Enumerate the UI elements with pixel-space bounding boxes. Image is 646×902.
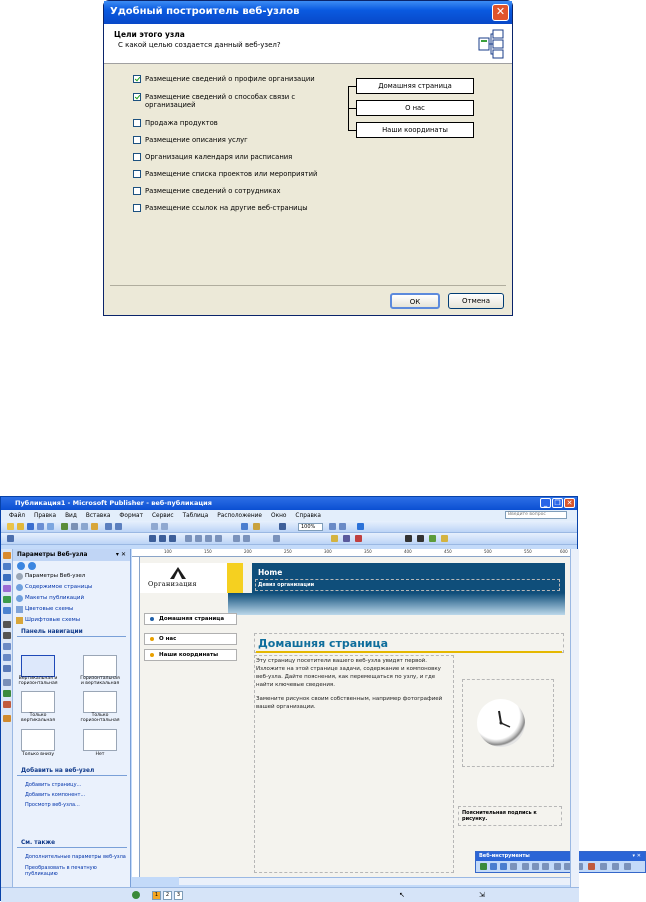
- body-paragraph: Эту страницу посетители вашего веб-узла увидят первой. Изложите на этой странице задачи, содержание и компоновку веб-узла. Дайте пояснения, как перемещаться по узлу, и где найти ключевые сведения.: [256, 658, 441, 688]
- align-left-icon[interactable]: [185, 535, 192, 542]
- web-tools-title-bar: [476, 852, 645, 861]
- line-style-icon[interactable]: [405, 535, 412, 542]
- option-label: Организация календаря или расписания: [145, 153, 293, 161]
- menu-window[interactable]: Окно: [271, 512, 287, 519]
- page-3-button[interactable]: 3: [174, 891, 183, 900]
- copy-icon[interactable]: [81, 523, 88, 530]
- list-box-icon[interactable]: [542, 863, 549, 870]
- menu-edit[interactable]: Правка: [34, 512, 57, 519]
- cancel-button[interactable]: Отмена: [448, 293, 504, 309]
- ruler-mark: 350: [364, 549, 372, 554]
- section-add-to-site: Добавить на веб-узел: [17, 765, 127, 776]
- nav-option-caption: Нет: [95, 752, 105, 757]
- header-gradient-band: [228, 593, 565, 615]
- link-convert-to-print[interactable]: Преобразовать в печатную публикацию: [25, 865, 97, 877]
- wordart-icon[interactable]: [3, 585, 11, 592]
- checkbox-checked[interactable]: [133, 93, 141, 101]
- link-preview-site[interactable]: Просмотр веб-узла...: [25, 802, 80, 808]
- zoom-out-icon[interactable]: [329, 523, 336, 530]
- form-icon[interactable]: [510, 863, 517, 870]
- select-icon[interactable]: [3, 552, 11, 559]
- web-page-icon[interactable]: [132, 891, 140, 899]
- numbering-icon[interactable]: [233, 535, 240, 542]
- font-color-icon[interactable]: [355, 535, 362, 542]
- tree-page-about: О нас: [356, 100, 474, 116]
- ruler-mark: 450: [444, 549, 452, 554]
- checkbox[interactable]: [133, 187, 141, 195]
- web-preview-icon[interactable]: [480, 863, 487, 870]
- section-navigation-bar: Панель навигации: [17, 626, 126, 637]
- link-label: Шрифтовые схемы: [25, 617, 81, 623]
- horizontal-scrollbar[interactable]: [179, 877, 570, 885]
- textbox-icon[interactable]: [554, 863, 561, 870]
- nav-option-caption: Только вертикальная: [21, 713, 55, 723]
- menu-format[interactable]: Формат: [119, 512, 143, 519]
- save-icon[interactable]: [27, 523, 34, 530]
- ok-button[interactable]: ОК: [390, 293, 440, 309]
- italic-icon[interactable]: [159, 535, 166, 542]
- close-icon[interactable]: ▾ ✕: [632, 853, 641, 859]
- link-color-schemes[interactable]: [13, 604, 130, 615]
- ruler-mark: 300: [324, 549, 332, 554]
- ask-question-input[interactable]: Введите вопрос: [505, 511, 567, 519]
- logo-area: [140, 563, 240, 593]
- option-links[interactable]: [133, 204, 308, 212]
- nav-option-horizontal-only[interactable]: [83, 691, 117, 713]
- publication-canvas[interactable]: [140, 557, 641, 877]
- option-button-icon[interactable]: [532, 863, 539, 870]
- publish-icon[interactable]: [624, 863, 631, 870]
- insert-hyperlink-icon[interactable]: [241, 523, 248, 530]
- nav-option-caption: Только внизу: [21, 752, 55, 757]
- web-tools-toolbar: [475, 851, 646, 873]
- zoom-in-icon[interactable]: [339, 523, 346, 530]
- page-content-icon: [16, 584, 23, 591]
- link-label: Макеты публикаций: [25, 595, 85, 601]
- dialog-title-bar: [104, 1, 512, 24]
- justify-icon[interactable]: [215, 535, 222, 542]
- clipart-icon[interactable]: [3, 607, 11, 614]
- heading-underline: [256, 651, 562, 653]
- checkbox[interactable]: [133, 119, 141, 127]
- option-contacts[interactable]: [133, 93, 323, 109]
- bullets-icon[interactable]: [243, 535, 250, 542]
- checkbox-icon[interactable]: [522, 863, 529, 870]
- fill-color-icon[interactable]: [331, 535, 338, 542]
- indent-icon[interactable]: [273, 535, 280, 542]
- option-calendar[interactable]: [133, 153, 292, 161]
- ruler-mark: 550: [524, 549, 532, 554]
- bring-forward-icon[interactable]: [151, 523, 158, 530]
- web-page-options-icon[interactable]: [612, 863, 619, 870]
- cut-icon[interactable]: [71, 523, 78, 530]
- html-code-icon[interactable]: [588, 863, 595, 870]
- hotspot-icon[interactable]: [3, 679, 11, 686]
- decorative-fold: [227, 563, 243, 593]
- nav-option-bottom-only[interactable]: [21, 729, 55, 751]
- checkbox[interactable]: [133, 204, 141, 212]
- oval-icon[interactable]: [3, 643, 11, 650]
- table-icon[interactable]: [3, 574, 11, 581]
- clock-icon: [477, 699, 525, 747]
- option-label: Размещение ссылок на другие веб-страницы: [145, 204, 308, 212]
- nav-option-none[interactable]: [83, 729, 117, 751]
- nav-option-horizontal-vertical[interactable]: [83, 655, 117, 677]
- close-button[interactable]: ✕: [492, 4, 509, 21]
- page-1-button[interactable]: 1: [152, 891, 161, 900]
- preview-icon[interactable]: [47, 523, 54, 530]
- link-label: Цветовые схемы: [25, 606, 74, 612]
- checkbox[interactable]: [133, 153, 141, 161]
- vertical-ruler[interactable]: [132, 557, 140, 877]
- option-staff[interactable]: [133, 187, 281, 195]
- menu-table[interactable]: Таблица: [182, 512, 209, 519]
- tree-connector: [348, 86, 356, 87]
- nav-option-vertical-horizontal[interactable]: [21, 655, 55, 677]
- arrow-icon[interactable]: [3, 632, 11, 639]
- bold-icon[interactable]: [149, 535, 156, 542]
- redo-icon[interactable]: [115, 523, 122, 530]
- menu-arrange[interactable]: Расположение: [217, 512, 263, 519]
- task-pane-title: Параметры Веб-узла: [17, 552, 88, 558]
- link-font-schemes[interactable]: [13, 615, 130, 626]
- publisher-window: [0, 496, 641, 901]
- tree-connector: [348, 108, 356, 109]
- dialog-header: [104, 24, 512, 64]
- link-site-options[interactable]: [13, 571, 130, 582]
- guide-frame: [255, 579, 560, 591]
- dash-style-icon[interactable]: [417, 535, 424, 542]
- nav-bullet: [150, 637, 154, 641]
- menu-help[interactable]: Справка: [295, 512, 321, 519]
- picture-icon[interactable]: [3, 596, 11, 603]
- rectangle-icon[interactable]: [3, 654, 11, 661]
- divider: [110, 285, 506, 286]
- nav-option-caption: Вертикальная и горизонтальная: [18, 676, 58, 686]
- forward-icon[interactable]: [28, 562, 36, 570]
- web-tools-title: Веб-инструменты: [479, 853, 530, 859]
- color-schemes-icon: [16, 606, 23, 613]
- back-icon[interactable]: [17, 562, 25, 570]
- hyperlink-icon[interactable]: [490, 863, 497, 870]
- help-icon[interactable]: [357, 523, 364, 530]
- link-label: Параметры Веб-узел: [25, 573, 86, 579]
- restore-button[interactable]: ❐: [552, 498, 563, 508]
- align-right-icon[interactable]: [205, 535, 212, 542]
- window-title-bar: [1, 497, 577, 510]
- link-add-page[interactable]: Добавить страницу...: [25, 782, 82, 788]
- line-icon[interactable]: [3, 621, 11, 628]
- menu-tools[interactable]: Сервис: [151, 512, 174, 519]
- option-label: Размещение описания услуг: [145, 136, 248, 144]
- link-label: Содержимое страницы: [25, 584, 93, 590]
- columns-icon[interactable]: [253, 523, 260, 530]
- menu-insert[interactable]: Вставка: [85, 512, 111, 519]
- option-label: Размещение сведений о способах связи с организацией: [145, 93, 296, 109]
- option-label: Размещение сведений о профиле организации: [145, 75, 315, 83]
- page-2-button[interactable]: 2: [163, 891, 172, 900]
- menu-view[interactable]: Вид: [65, 512, 77, 519]
- tree-connector: [348, 130, 356, 131]
- nav-option-caption: Горизонтальная и вертикальная: [80, 676, 120, 686]
- close-icon[interactable]: ▾ ✕: [115, 551, 126, 558]
- undo-icon[interactable]: [105, 523, 112, 530]
- nav-label: О нас: [159, 636, 177, 642]
- organization-logo-text: Организация: [148, 580, 197, 588]
- objects-toolbar: [1, 549, 13, 887]
- section-see-also: См. также: [17, 837, 127, 848]
- option-profile[interactable]: [133, 75, 315, 83]
- shadow-icon[interactable]: [429, 535, 436, 542]
- task-pane: [13, 549, 131, 887]
- body-text[interactable]: [256, 657, 452, 711]
- site-home-label[interactable]: Home: [258, 568, 283, 577]
- close-button[interactable]: ✕: [564, 498, 575, 508]
- checkbox[interactable]: [133, 170, 141, 178]
- nav-label: Наши координаты: [159, 652, 219, 658]
- link-page-content[interactable]: [13, 582, 130, 593]
- option-sales[interactable]: [133, 119, 218, 127]
- window-title: Публикация1 - Microsoft Publisher - веб-публикация: [15, 499, 212, 507]
- nav-item-contacts[interactable]: [144, 649, 237, 661]
- nav-option-caption: Только горизонтальная: [80, 713, 120, 723]
- html-fragment-icon[interactable]: [3, 701, 11, 708]
- site-options-icon: [16, 573, 23, 580]
- style-icon[interactable]: [7, 535, 14, 542]
- dialog-heading: Цели этого узла: [114, 30, 185, 39]
- nav-item-about[interactable]: [144, 633, 237, 645]
- link-layouts[interactable]: [13, 593, 130, 604]
- cursor-position-icon: ↖: [399, 891, 405, 899]
- nav-bullet: [150, 617, 154, 621]
- hotspot-icon[interactable]: [500, 863, 507, 870]
- standard-toolbar: [1, 521, 577, 533]
- logo-icon: [170, 567, 186, 579]
- vertical-scrollbar[interactable]: [570, 549, 579, 887]
- special-characters-icon[interactable]: [279, 523, 286, 530]
- dialog-title: Удобный построитель веб-узлов: [110, 6, 300, 17]
- checkbox-checked[interactable]: [133, 75, 141, 83]
- tree-page-home: Домашняя страница: [356, 78, 474, 94]
- body-paragraph: Замените рисунок своим собственным, например фотографией вашей организации.: [256, 696, 443, 710]
- line-color-icon[interactable]: [343, 535, 350, 542]
- autoshapes-icon[interactable]: [3, 665, 11, 672]
- option-label: Размещение списка проектов или мероприятий: [145, 170, 318, 178]
- object-size-icon: ⇲: [479, 891, 485, 899]
- nav-item-home[interactable]: [144, 613, 237, 625]
- spelling-icon[interactable]: [61, 523, 68, 530]
- menu-file[interactable]: Файл: [9, 512, 26, 519]
- underline-icon[interactable]: [169, 535, 176, 542]
- zoom-select[interactable]: 100%: [298, 523, 323, 531]
- ruler-mark: 250: [284, 549, 292, 554]
- option-projects[interactable]: [133, 170, 317, 178]
- layouts-icon: [16, 595, 23, 602]
- link-add-component[interactable]: Добавить компонент...: [25, 792, 86, 798]
- send-backward-icon[interactable]: [161, 523, 168, 530]
- dialog-subheading: С какой целью создается данный веб-узел?: [118, 41, 281, 49]
- print-icon[interactable]: [37, 523, 44, 530]
- task-pane-header: [13, 549, 130, 561]
- ruler-mark: 200: [244, 549, 252, 554]
- horizontal-ruler[interactable]: [132, 549, 579, 557]
- formatting-toolbar: [1, 533, 577, 545]
- link-more-site-options[interactable]: Дополнительные параметры веб-узла: [25, 854, 126, 860]
- open-icon[interactable]: [17, 523, 24, 530]
- option-label: Размещение сведений о сотрудниках: [145, 187, 281, 195]
- 3d-icon[interactable]: [441, 535, 448, 542]
- design-gallery-icon[interactable]: [3, 715, 11, 722]
- text-box-icon[interactable]: [3, 563, 11, 570]
- site-structure-icon: [478, 29, 504, 59]
- minimize-button[interactable]: _: [540, 498, 551, 508]
- font-schemes-icon: [16, 617, 23, 624]
- form-control-icon[interactable]: [3, 690, 11, 697]
- tree-page-contacts: Наши координаты: [356, 122, 474, 138]
- ruler-mark: 600: [560, 549, 568, 554]
- background-icon[interactable]: [600, 863, 607, 870]
- page-heading[interactable]: Домашняя страница: [258, 637, 389, 650]
- option-services[interactable]: [133, 136, 248, 144]
- nav-option-vertical-only[interactable]: [21, 691, 55, 713]
- new-icon[interactable]: [7, 523, 14, 530]
- ruler-mark: 100: [164, 549, 172, 554]
- nav-bullet: [150, 653, 154, 657]
- nav-label: Домашняя страница: [159, 616, 225, 622]
- site-org-name[interactable]: Девиз организации: [258, 582, 315, 588]
- checkbox[interactable]: [133, 136, 141, 144]
- website-wizard-dialog: [103, 0, 513, 316]
- picture-caption[interactable]: Пояснительная подпись к рисунку.: [462, 810, 537, 822]
- ruler-mark: 400: [404, 549, 412, 554]
- status-bar: [1, 887, 579, 902]
- menu-bar: [1, 510, 577, 521]
- align-center-icon[interactable]: [195, 535, 202, 542]
- paste-icon[interactable]: [91, 523, 98, 530]
- ruler-mark: 150: [204, 549, 212, 554]
- clock-picture[interactable]: [477, 699, 525, 747]
- task-pane-nav: [13, 561, 130, 571]
- ruler-mark: 500: [484, 549, 492, 554]
- option-label: Продажа продуктов: [145, 119, 218, 127]
